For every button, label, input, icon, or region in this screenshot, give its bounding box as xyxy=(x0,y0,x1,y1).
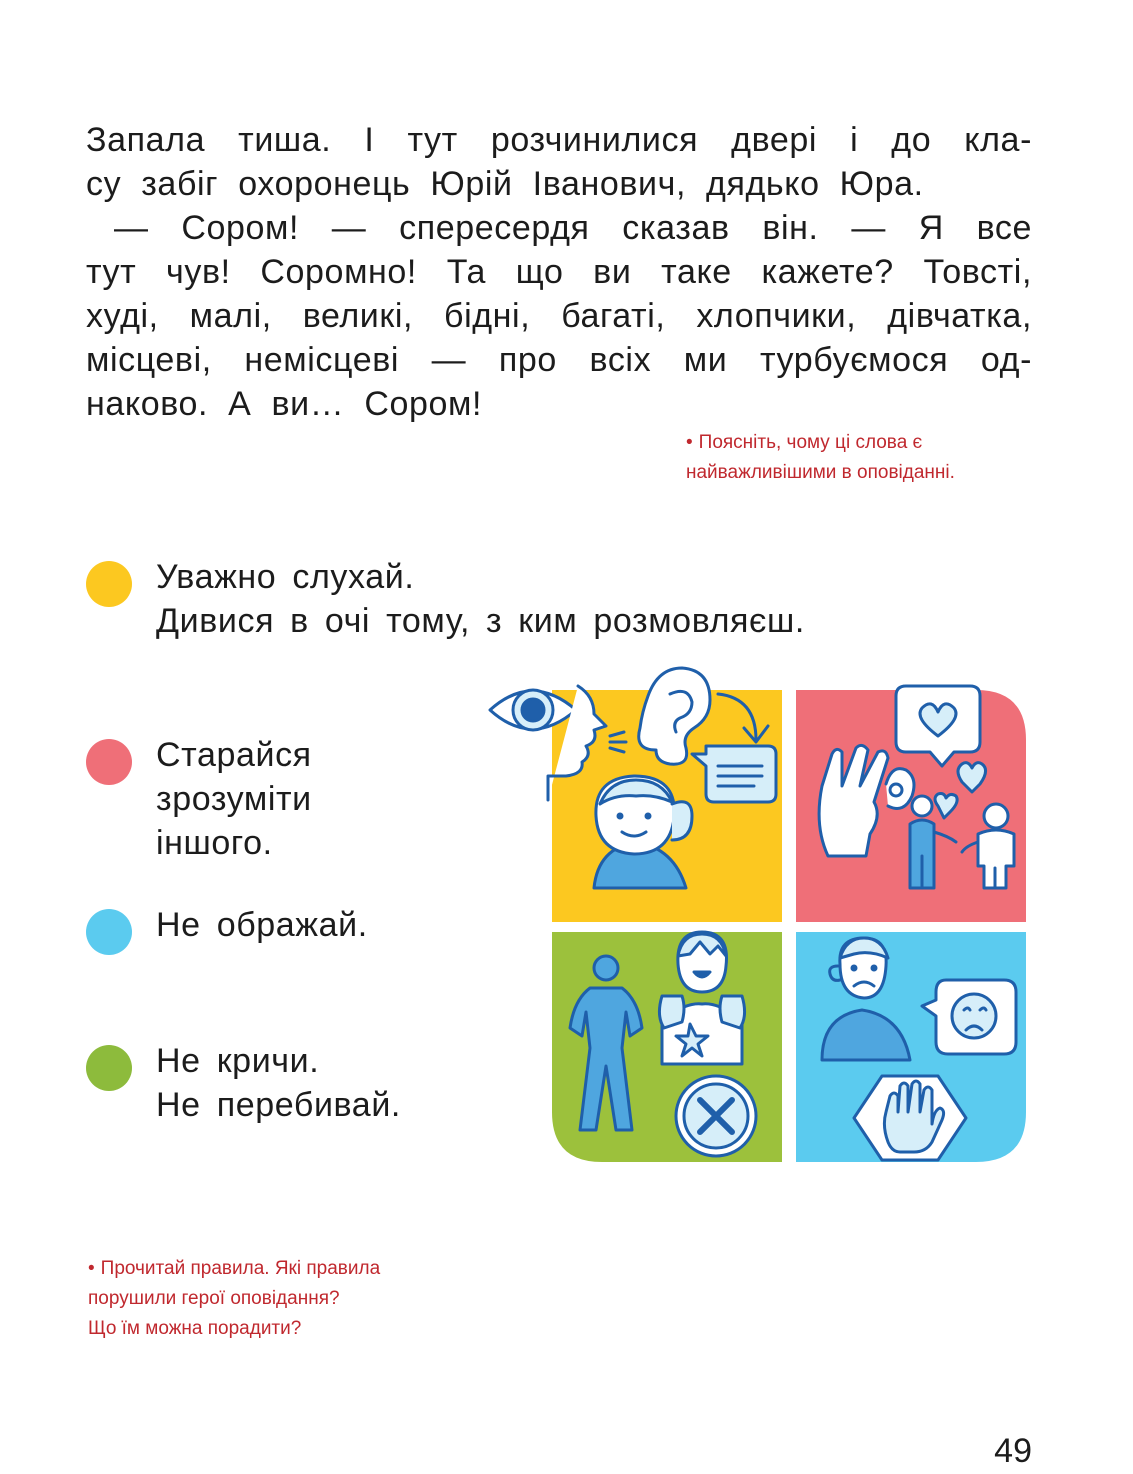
rule-line: Дивися в очі тому, з ким розмовляєш. xyxy=(156,602,805,640)
rule-line: Старайся xyxy=(156,736,312,774)
rule-line: Не кричи. xyxy=(156,1042,320,1080)
rule-line: Не перебивай. xyxy=(156,1086,401,1124)
story-line: тут чув! Соромно! Та що ви таке кажете? Товсті, xyxy=(86,253,1032,291)
rule-line: іншого. xyxy=(156,824,273,862)
question-note-top xyxy=(686,428,955,488)
story-text xyxy=(86,118,1032,426)
green-dot-icon xyxy=(86,1045,132,1091)
sad-face-bubble-icon xyxy=(922,980,1016,1054)
blue-dot-icon xyxy=(86,909,132,955)
bullet: • xyxy=(686,432,693,453)
note-line: Поясніть, чому ці слова є xyxy=(698,432,923,453)
note-line: Що їм можна порадити? xyxy=(88,1318,302,1339)
bullet: • xyxy=(88,1258,95,1279)
communication-rules-illustration xyxy=(486,656,1031,1168)
speech-bubble-icon xyxy=(692,746,776,802)
note-line: порушили герої оповідання? xyxy=(88,1288,340,1309)
note-line: Прочитай правила. Які правила xyxy=(100,1258,381,1279)
story-line: худі, малі, великі, бідні, багаті, хлопчики, дівчатка, xyxy=(86,297,1032,335)
story-line: Запала тиша. І тут розчинилися двері і до кла- xyxy=(86,121,1032,159)
story-line: — Сором! — спересердя сказав він. — Я все xyxy=(114,209,1032,247)
story-line: місцеві, немісцеві — про всіх ми турбуємося од- xyxy=(86,341,1032,379)
note-line: найважливішими в оповіданні. xyxy=(686,462,955,483)
page-number: 49 xyxy=(994,1432,1032,1470)
rule-line: зрозуміти xyxy=(156,780,312,818)
story-line: су забіг охоронець Юрій Іванович, дядько Юра. xyxy=(86,165,924,203)
rule-line: Уважно слухай. xyxy=(156,558,415,596)
story-line: наково. А ви… Сором! xyxy=(86,385,483,423)
yellow-dot-icon xyxy=(86,561,132,607)
pink-dot-icon xyxy=(86,739,132,785)
question-note-bottom xyxy=(88,1254,380,1344)
rule-line: Не ображай. xyxy=(156,906,368,944)
cross-icon xyxy=(676,1076,756,1156)
